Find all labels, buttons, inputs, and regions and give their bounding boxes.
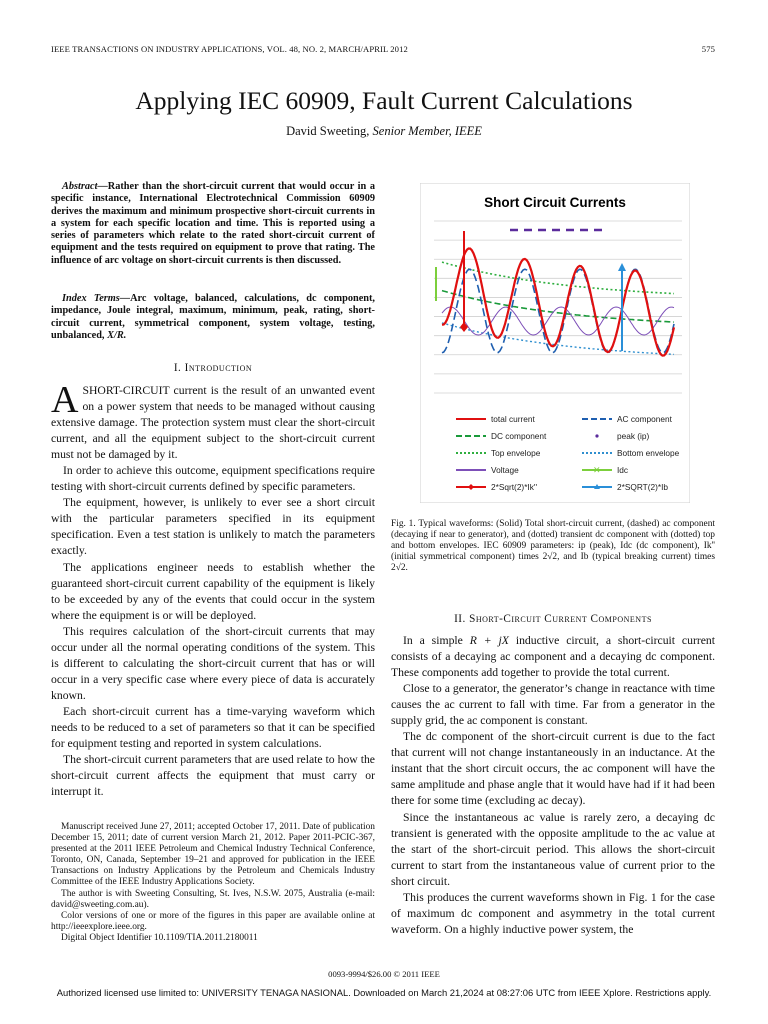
intro-p5: This requires calculation of the short-circuit currents that may occur under all the normal operating conditions of the system. This is different to calculating the short-circuit current that has or will occur in a very specific case where every piece of data is accurately known. <box>51 624 375 702</box>
footnote-doi: Digital Object Identifier 10.1109/TIA.2011.2180011 <box>61 932 258 943</box>
intro-p2: In order to achieve this outcome, equipment specifications require testing with short-circuit currents defined by specific parameters. <box>51 464 375 494</box>
footnote-manuscript: Manuscript received June 27, 2011; accepted October 17, 2011. Date of publication December 15, 2011; date of current version March 21, 2012. Paper 2011-PCIC-367, presented at the 2011 IEEE Petroleum and Chemical Industry Technical Conference, Toronto, ON, Canada, September 19–21 and approved for publication in the IEEE Transactions on Industry Applications by the Petroleum and Chemicals Industry Committee of the IEEE Industry Applications Society. <box>51 822 375 888</box>
index-terms-label: Index Terms— <box>62 293 131 304</box>
index-terms <box>51 293 375 342</box>
s2-p5: This produces the current waveforms shown in Fig. 1 for the case of maximum dc component and asymmetry in the total current waveform. On a highly inductive power system, the <box>391 890 715 936</box>
legend-label: 2*SQRT(2)*Ib <box>617 482 669 492</box>
s2-p3: The dc component of the short-circuit current is due to the fact that current will not change instantaneously in an inductance. At the instant that the short circuit occurs, the ac component will have the same amplitude and phase angle that it would have had if it had been there for some time (excluding ac decay). <box>391 730 715 808</box>
intro-p4: The applications engineer needs to establish whether the guaranteed short-circuit current capability of the equipment is likely to be exceeded by any of the events that could occur in the system where the equipment is or will be deployed. <box>51 560 375 622</box>
abstract-text: Rather than the short-circuit current that would occur in a specific instance, International Electrotechnical Commission 60909 derives the maximum and minimum prospective short-circuit currents in a system for each specific location and time. This is reported using a series of parameters which relate to the rated short-circuit current of equipment and the tests required on equipment to prove that rating. The influence of arc voltage on short-circuit currents is then discussed. <box>51 181 375 266</box>
footnote-color: Color versions of one or more of the figures in this paper are available online at http://ieeexplore.ieee.org. <box>51 910 375 932</box>
page-number: 575 <box>701 44 715 54</box>
legend-label: Voltage <box>491 465 519 475</box>
author-line <box>0 124 768 139</box>
s2-p4: Since the instantaneous ac value is rarely zero, a decaying dc transient is generated with the opposite amplitude to the ac value at the start of the short-circuit period. This allows the short-circuit current to start from the instantaneous value of current prior to the short circuit. <box>391 810 715 888</box>
intro-p7: The short-circuit current parameters that are used relate to how the short-circuit current affects the equipment that must carry or interrupt it. <box>51 753 375 799</box>
footnote <box>51 822 375 944</box>
s2-p1-math: R + jX <box>469 634 509 647</box>
index-terms-xr: X/R. <box>107 329 127 341</box>
license-line: Authorized licensed use limited to: UNIVERSITY TENAGA NASIONAL. Downloaded on March 21,2024 at 08:27:06 UTC from IEEE Xplore. Restrictions apply. <box>56 987 712 998</box>
legend-swatch <box>595 434 598 437</box>
legend-label: Top envelope <box>491 448 541 458</box>
legend-label: Idc <box>617 465 629 475</box>
copyright-line: 0093-9994/$26.00 © 2011 IEEE <box>328 969 440 979</box>
journal-header: IEEE TRANSACTIONS ON INDUSTRY APPLICATIONS, VOL. 48, NO. 2, MARCH/APRIL 2012 <box>51 44 408 54</box>
legend-label: peak (ip) <box>617 431 650 441</box>
figure-caption: Fig. 1. Typical waveforms: (Solid) Total short-circuit current, (dashed) ac component (decaying if near to generator), and (dotted) transient dc component with (dotted) top and bottom envelopes. IEC 60909 parameters: ip (peak), Idc (dc component), Ik'' (initial symmetrical component) times 2√2, and Ib (typical breaking current) times 2√2. <box>391 519 715 574</box>
s2-p1b: inductive circuit, a short-circuit current consists of a decaying ac component and a decaying dc component. These components add together to provide the total current. <box>391 634 716 680</box>
abstract <box>51 181 375 267</box>
intro-p1: SHORT-CIRCUIT current is the result of an unwanted event on a power system that needs to be managed without causing extensive damage. The protection system must clear the short-circuit current, and all the equipment subject to the short-circuit current must not be damaged by it. <box>51 384 375 462</box>
s2-p2: Close to a generator, the generator’s change in reactance with time causes the ac current to fall with time. Far from a generator in the supply grid, the ac component is constant. <box>391 682 715 728</box>
section2-body <box>391 633 715 938</box>
drop-cap: A <box>51 379 79 421</box>
legend-label: total current <box>491 414 535 424</box>
abstract-label: Abstract— <box>62 181 108 192</box>
legend-label: AC component <box>617 414 672 424</box>
legend-marker: ✕ <box>593 465 601 475</box>
introduction-body <box>51 379 375 800</box>
intro-p3: The equipment, however, is unlikely to ever see a short circuit with the particular parameters specified in its equipment specification. Even a test station is unlikely to match the parameters exactly. <box>51 496 375 558</box>
footnote-author: The author is with Sweeting Consulting, St. Ives, N.S.W. 2075, Australia (e-mail: david@sweeting.com.au). <box>51 888 375 910</box>
s2-p1a: In a simple <box>403 634 463 647</box>
intro-p6: Each short-circuit current has a time-varying waveform which needs to be reduced to a set of parameters so that it can be specified for equipment testing and reported in system calculations. <box>51 704 375 751</box>
figure-short-circuit-chart <box>420 183 690 503</box>
legend-label: 2*Sqrt(2)*Ik'' <box>491 482 538 492</box>
author-name: David Sweeting, <box>286 124 370 138</box>
section-heading-introduction: I. Introduction <box>173 362 253 374</box>
legend-label: DC component <box>491 431 547 441</box>
index-terms-text: Arc voltage, balanced, calculations, dc component, impedance, Joule integral, maximum, minimum, peak, rating, short-circuit current, symmetrical component, system voltage, testing, unbalanced, <box>51 293 376 341</box>
chart-title: Short Circuit Currents <box>484 195 626 210</box>
author-affiliation: Senior Member, IEEE <box>372 124 482 138</box>
section-heading-components: II. Short-Circuit Current Components <box>454 613 652 625</box>
legend-label: Bottom envelope <box>617 448 680 458</box>
paper-title: Applying IEC 60909, Fault Current Calculations <box>135 86 633 115</box>
